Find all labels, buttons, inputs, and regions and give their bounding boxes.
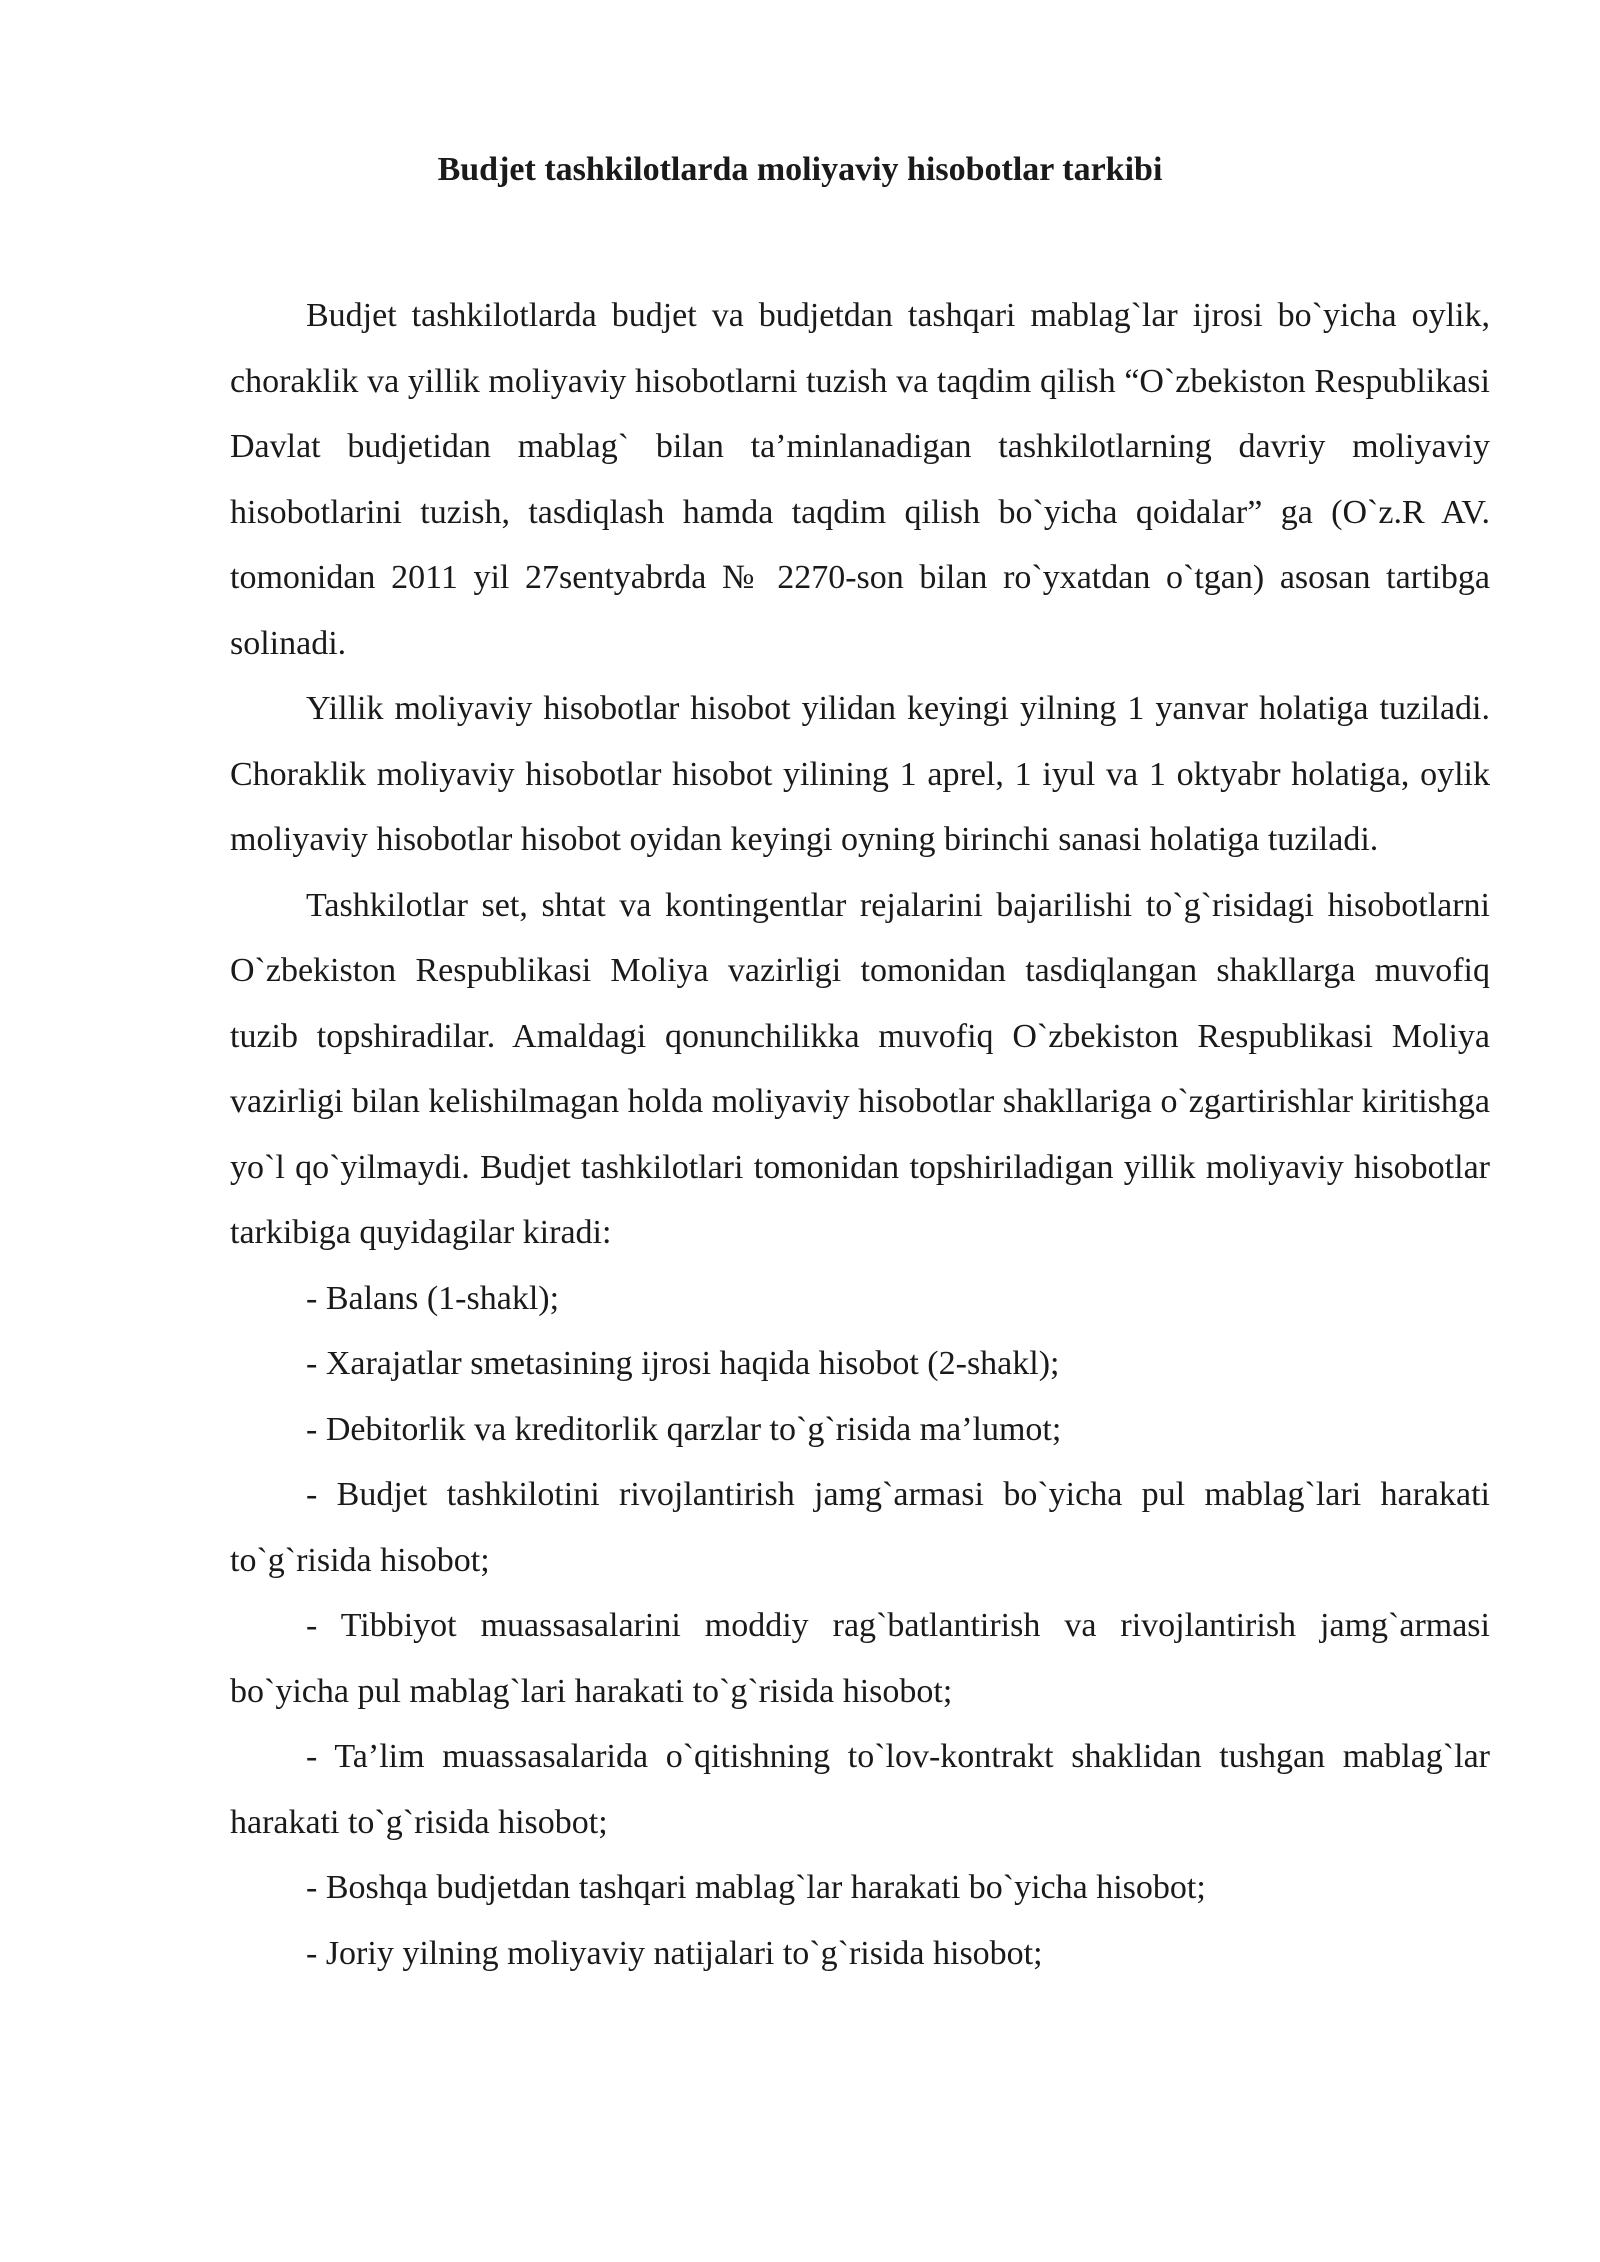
list-item-5: - Tibbiyot muassasalarini moddiy rag`batlantirish va rivojlantirish jamg`armasi bo`yicha pul mablag`lari harakati to`g`risida hisobot; — [230, 1607, 1490, 1710]
paragraph-3: Tashkilotlar set, shtat va kontingentlar rejalarini bajarilishi to`g`risidagi hisobotlarni O`zbekiston Respublikasi Moliya vazirligi tomonidan tasdiqlangan shakllarga muvofiq tuzib topshiradilar. Amaldagi qonunchilikka muvofiq O`zbekiston Respublikasi Moliya vazirligi bilan kelishilmagan holda moliyaviy hisobotlar shakllariga o`zgartirishlar kiritishga yo`l qo`yilmaydi. Budjet tashkilotlari tomonidan topshiriladigan yillik moliyaviy hisobotlar tarkibiga quyidagilar kiradi: — [230, 886, 1490, 1251]
list-item-1: - Balans (1-shakl); — [306, 1279, 560, 1317]
paragraph-1: Budjet tashkilotlarda budjet va budjetdan tashqari mablag`lar ijrosi bo`yicha oylik, choraklik va yillik moliyaviy hisobotlarni tuzish va taqdim qilish “O`zbekiston Respublikasi Davlat budjetidan mablag` bilan ta’minlanadigan tashkilotlarning davriy moliyaviy hisobotlarini tuzish, tasdiqlash hamda taqdim qilish bo`yicha qoidalar” ga (O`z.R AV. tomonidan 2011 yil 27sentyabrda № 2270-son bilan ro`yxatdan o`tgan) asosan tartibga solinadi. — [230, 297, 1490, 662]
list-item-4: - Budjet tashkilotini rivojlantirish jamg`armasi bo`yicha pul mablag`lari harakati to`g`risida hisobot; — [230, 1476, 1490, 1579]
list-item-6: - Ta’lim muassasalarida o`qitishning to`lov-kontrakt shaklidan tushgan mablag`lar harakati to`g`risida hisobot; — [230, 1738, 1490, 1841]
paragraph-2: Yillik moliyaviy hisobotlar hisobot yilidan keyingi yilning 1 yanvar holatiga tuziladi. Choraklik moliyaviy hisobotlar hisobot yilining 1 aprel, 1 iyul va 1 oktyabr holatiga, oylik moliyaviy hisobotlar hisobot oyidan keyingi oyning birinchi sanasi holatiga tuziladi. — [230, 690, 1490, 858]
list-item-2: - Xarajatlar smetasining ijrosi haqida hisobot (2-shakl); — [306, 1345, 1060, 1382]
document-title: Budjet tashkilotlarda moliyaviy hisobotlar tarkibi — [437, 151, 1163, 188]
document-body — [230, 283, 1490, 1986]
list-item-7: - Boshqa budjetdan tashqari mablag`lar harakati bo`yicha hisobot; — [306, 1869, 1206, 1906]
list-item-3: - Debitorlik va kreditorlik qarzlar to`g`risida ma’lumot; — [306, 1410, 1062, 1448]
list-item-8: - Joriy yilning moliyaviy natijalari to`g`risida hisobot; — [306, 1934, 1043, 1972]
